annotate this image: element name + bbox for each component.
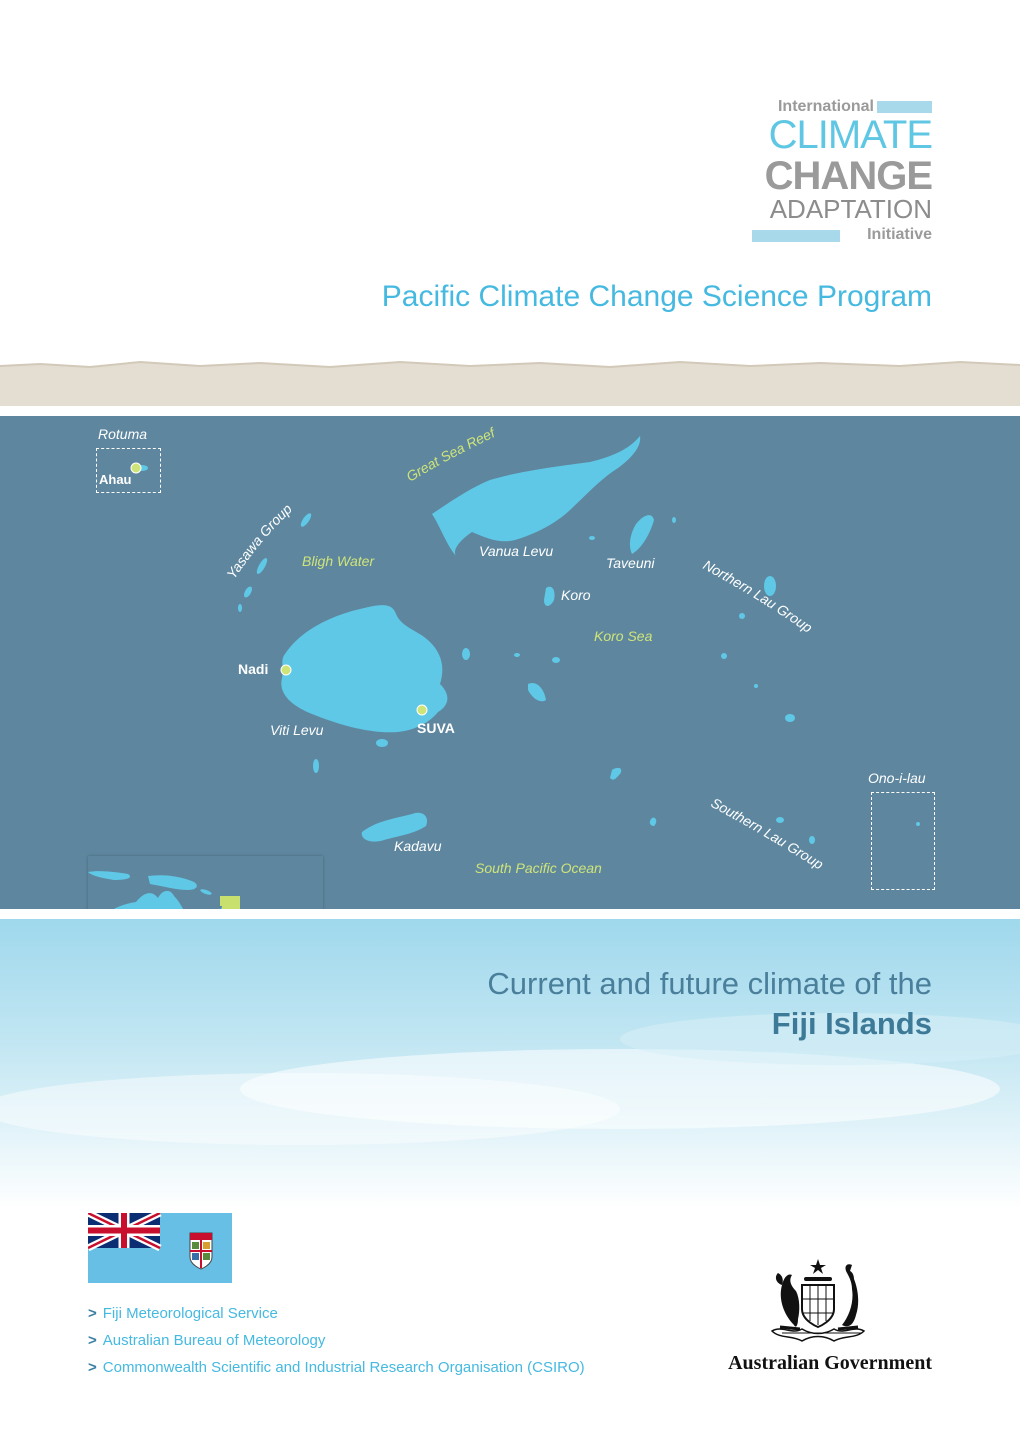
island-yasawa-1 (255, 557, 269, 576)
island-nayau (721, 653, 727, 659)
island-yasawa-2 (242, 585, 253, 598)
partner-name: Commonwealth Scientific and Industrial Research Organisation (CSIRO) (102, 1359, 585, 1376)
island-kabara (776, 817, 784, 823)
australian-government-logo (712, 1255, 932, 1375)
island-lau-1 (650, 818, 656, 826)
logo-climate: CLIMATE (768, 113, 932, 157)
partner-list (88, 1300, 585, 1381)
label-nadi: Nadi (238, 661, 269, 677)
island-cicia (739, 613, 745, 619)
label-northern-lau-group: Northern Lau Group (700, 556, 816, 636)
label-koro: Koro (561, 587, 591, 603)
island-vatulele (313, 759, 319, 773)
fiji-flag-icon (88, 1213, 232, 1283)
iccai-logo (752, 98, 932, 248)
island-vanuavatu (754, 684, 758, 688)
island-taveuni (630, 515, 654, 554)
logo-initiative: Initiative (867, 226, 932, 243)
report-title: Current and future climate of the (487, 966, 932, 1001)
fiji-shield-icon (190, 1233, 212, 1269)
sea-band (0, 909, 1020, 919)
label-yasawa-group: Yasawa Group (223, 500, 295, 582)
island-moala (552, 657, 560, 663)
report-title-country: Fiji Islands (771, 1006, 932, 1041)
island-lakeba (785, 714, 795, 722)
island-kio (589, 536, 595, 540)
logo-bar-bottom (752, 230, 840, 242)
island-beqa (376, 739, 388, 747)
label-ahau: Ahau (99, 472, 132, 487)
town-marker-nadi (281, 665, 291, 675)
island-koro (544, 587, 555, 606)
partner-item (88, 1354, 585, 1381)
island-qamea (610, 768, 621, 780)
label-southern-lau-group: Southern Lau Group (708, 794, 827, 873)
island-ovalau (462, 648, 470, 660)
island-taveuni-north (672, 517, 676, 523)
partner-arrow-icon: > (88, 1305, 97, 1322)
partner-arrow-icon: > (88, 1359, 97, 1376)
logo-adaptation: ADAPTATION (769, 194, 932, 224)
government-name: Australian Government (728, 1352, 932, 1374)
sky-background (0, 919, 1020, 1209)
solomons-shape (200, 888, 213, 896)
island-totoya (514, 653, 520, 657)
island-yasawa-4 (299, 512, 313, 529)
logo-international: International (777, 98, 874, 115)
partner-name: Australian Bureau of Meteorology (102, 1332, 326, 1349)
label-great-sea-reef: Great Sea Reef (403, 424, 498, 485)
label-suva: SUVA (417, 720, 455, 736)
label-south-pacific-ocean: South Pacific Ocean (475, 860, 602, 876)
new-guinea-shape (148, 875, 197, 890)
label-bligh-water: Bligh Water (302, 553, 375, 569)
logo-bar-top (877, 101, 932, 113)
australian-coat-of-arms-icon (712, 1255, 932, 1351)
island-gau (528, 683, 546, 701)
label-ono-i-lau: Ono-i-lau (868, 770, 926, 786)
ono-i-lau-inset-box (871, 792, 935, 890)
indonesia-shape (88, 871, 130, 880)
label-viti-levu: Viti Levu (270, 722, 324, 738)
partner-name: Fiji Meteorological Service (102, 1305, 278, 1322)
program-title: Pacific Climate Change Science Program (381, 280, 932, 313)
island-fulaga (809, 836, 815, 844)
partner-item (88, 1300, 585, 1327)
label-vanua-levu: Vanua Levu (479, 543, 554, 559)
town-marker-suva (417, 705, 427, 715)
label-taveuni: Taveuni (606, 555, 655, 571)
label-koro-sea: Koro Sea (594, 628, 653, 644)
logo-change: CHANGE (764, 154, 932, 198)
partner-item (88, 1327, 585, 1354)
label-kadavu: Kadavu (394, 838, 442, 854)
brush-band (0, 356, 1020, 406)
fiji-map (0, 416, 1020, 909)
partner-arrow-icon: > (88, 1332, 97, 1349)
island-yasawa-3 (238, 604, 242, 612)
label-rotuma: Rotuma (98, 426, 148, 442)
